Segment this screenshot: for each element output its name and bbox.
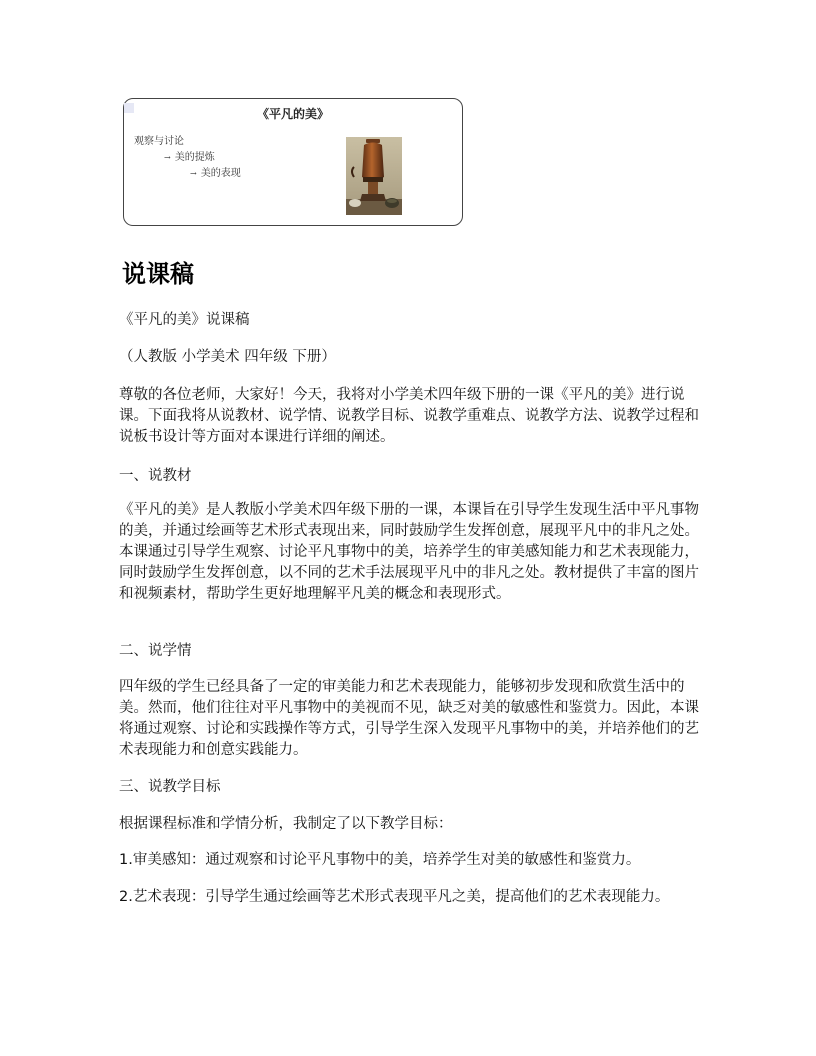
goal-2-number: 2. [119,889,133,905]
slide-thumbnail [123,98,463,226]
still-life-painting-image [346,137,402,215]
intro-paragraph: 尊敬的各位老师，大家好！今天，我将对小学美术四年级下册的一课《平凡的美》进行说课。下面我将从说教材、说学情、说教学目标、说教学重难点、说教学方法、说教学过程和说板书设计等方面对本课进行详细的阐述。 [119,387,699,445]
goal-2-text: 艺术表现：引导学生通过绘画等艺术形式表现平凡之美，提高他们的艺术表现能力。 [132,889,670,905]
slide-title: 《平凡的美》 [256,107,329,121]
arrow-bullet-icon: → [164,153,171,162]
doc-subtitle: 《平凡的美》说课稿 [119,312,250,328]
doc-edition: （人教版 小学美术 四年级 下册） [119,349,336,365]
goal-1-text: 审美感知：通过观察和讨论平凡事物中的美，培养学生对美的敏感性和鉴赏力。 [132,852,641,868]
section-3-title: 三、说教学目标 [119,779,221,795]
section-1-title: 一、说教材 [119,468,192,484]
slide-outline-item-3 [190,164,241,179]
goal-1 [119,850,709,871]
goal-2 [119,887,709,908]
section-3-intro: 根据课程标准和学情分析，我制定了以下教学目标： [119,816,453,832]
goal-1-number: 1. [119,852,133,868]
section-2-body: 四年级的学生已经具备了一定的审美能力和艺术表现能力，能够初步发现和欣赏生活中的美。然而，他们往往对平凡事物中的美视而不见，缺乏对美的敏感性和鉴赏力。因此，本课将通过观察、讨论和实践操作等方式，引导学生深入发现平凡事物中的美，并培养他们的艺术表现能力和创意实践能力。 [119,679,699,758]
slide-outline-item-2 [164,148,215,163]
arrow-bullet-icon: → [190,169,197,178]
section-1-body: 《平凡的美》是人教版小学美术四年级下册的一课，本课旨在引导学生发现生活中平凡事物的美，并通过绘画等艺术形式表现出来，同时鼓励学生发挥创意，展现平凡中的非凡之处。本课通过引导学生观察、讨论平凡事物中的美，培养学生的审美感知能力和艺术表现能力，同时鼓励学生发挥创意，以不同的艺术手法展现平凡中的非凡之处。教材提供了丰富的图片和视频素材，帮助学生更好地理解平凡美的概念和表现形式。 [119,502,699,602]
slide-outline-item-1: 观察与讨论 [134,136,184,147]
slide-outline-item-2-label: 美的提炼 [174,152,215,163]
page-heading: 说课稿 [122,260,194,288]
section-2-title: 二、说学情 [119,643,192,659]
slide-outline-item-3-label: 美的表现 [200,168,241,179]
